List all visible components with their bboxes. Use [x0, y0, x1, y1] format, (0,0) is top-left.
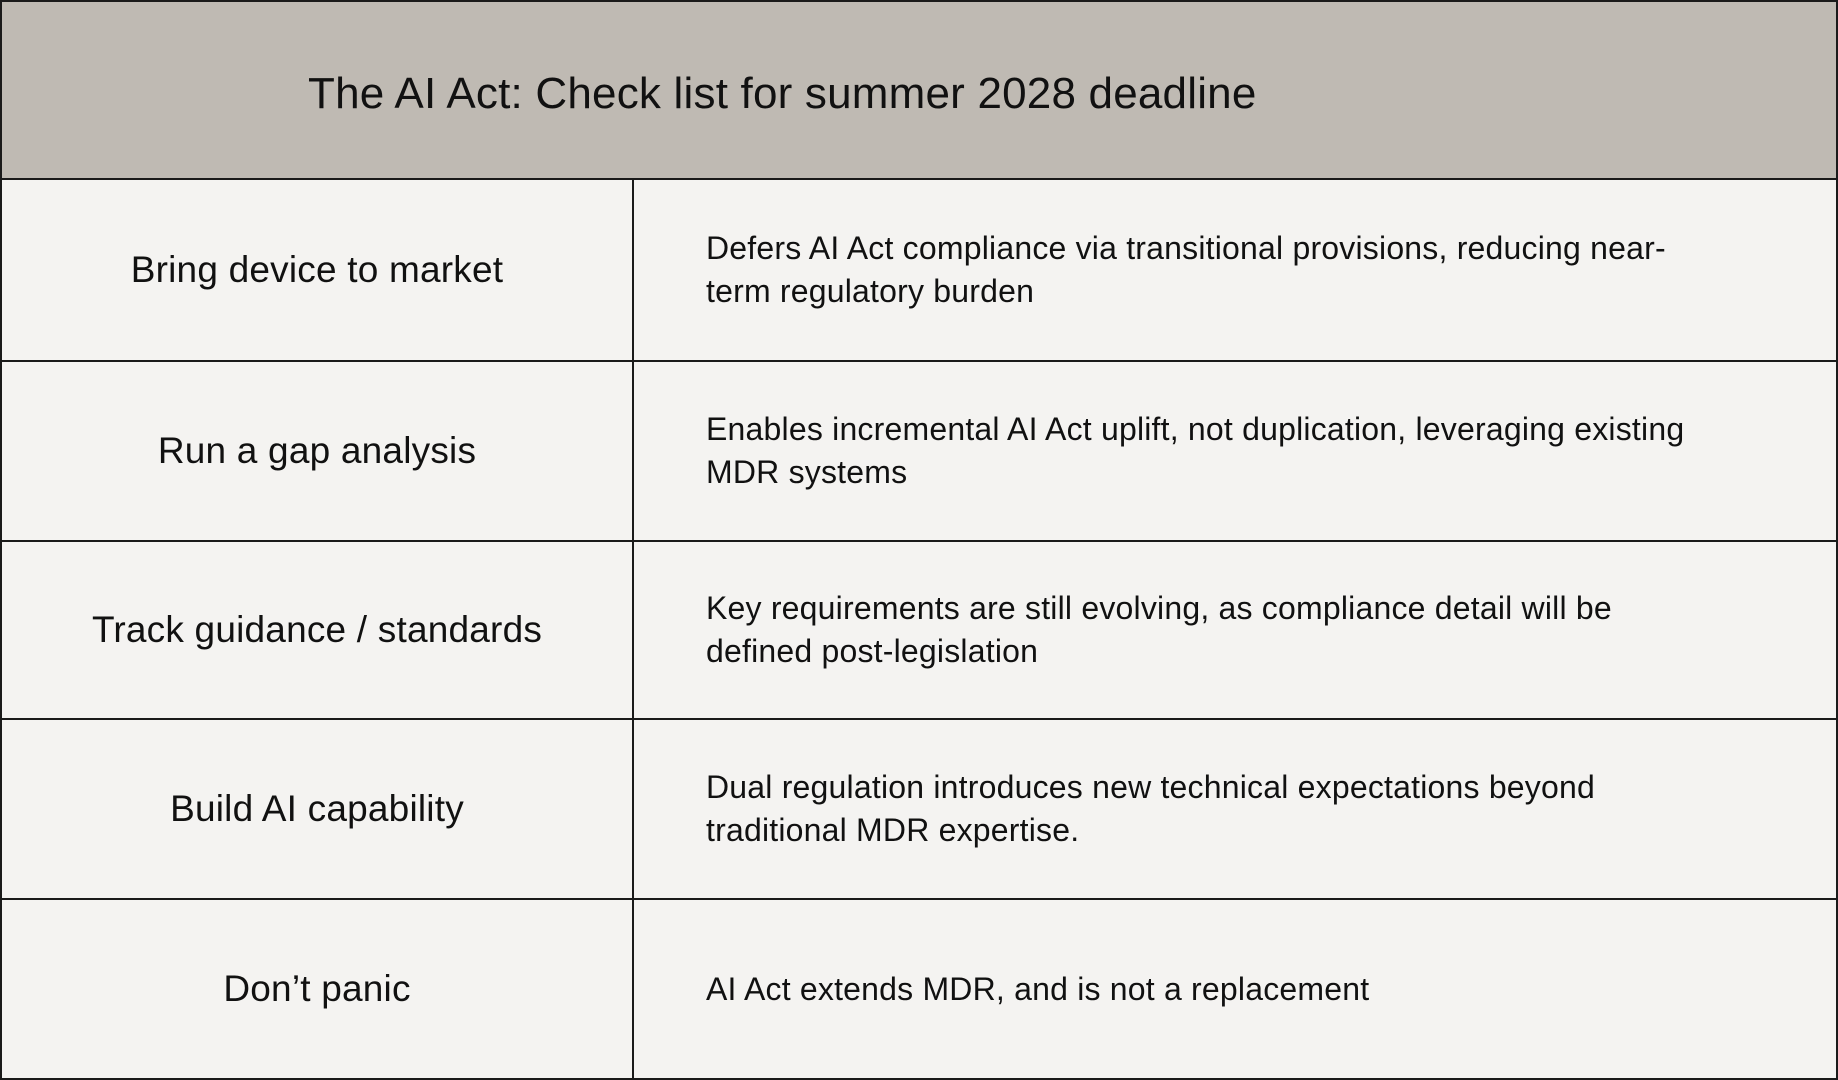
table-row	[2, 180, 1836, 362]
rationale-text: AI Act extends MDR, and is not a replacement	[706, 970, 1370, 1007]
table-row	[2, 720, 1836, 900]
action-cell	[2, 900, 634, 1078]
rationale-cell	[634, 180, 1836, 360]
table-row	[2, 362, 1836, 542]
rationale-cell	[634, 542, 1836, 718]
table-body	[2, 180, 1836, 1078]
table-row	[2, 542, 1836, 720]
table-row	[2, 900, 1836, 1078]
rationale-text: Dual regulation introduces new technical expectations beyond traditional MDR expertise.	[706, 769, 1595, 848]
action-cell	[2, 180, 634, 360]
action-label: Build AI capability	[170, 788, 464, 829]
page-title: The AI Act: Check list for summer 2028 deadline	[308, 69, 1257, 118]
rationale-cell	[634, 362, 1836, 540]
action-label: Run a gap analysis	[157, 430, 477, 471]
rationale-cell	[634, 900, 1836, 1078]
rationale-cell	[634, 720, 1836, 898]
action-cell	[2, 542, 634, 718]
action-label: Don’t panic	[223, 968, 411, 1009]
rationale-text: Enables incremental AI Act uplift, not duplication, leveraging existing MDR systems	[706, 411, 1685, 490]
rationale-text: Key requirements are still evolving, as compliance detail will be defined post-legislation	[706, 590, 1612, 669]
action-label: Bring device to market	[130, 249, 504, 290]
rationale-text: Defers AI Act compliance via transitional provisions, reducing near-term regulatory burden	[706, 230, 1666, 309]
action-label: Track guidance / standards	[91, 609, 543, 650]
action-cell	[2, 720, 634, 898]
action-cell	[2, 362, 634, 540]
table-header	[2, 2, 1836, 180]
